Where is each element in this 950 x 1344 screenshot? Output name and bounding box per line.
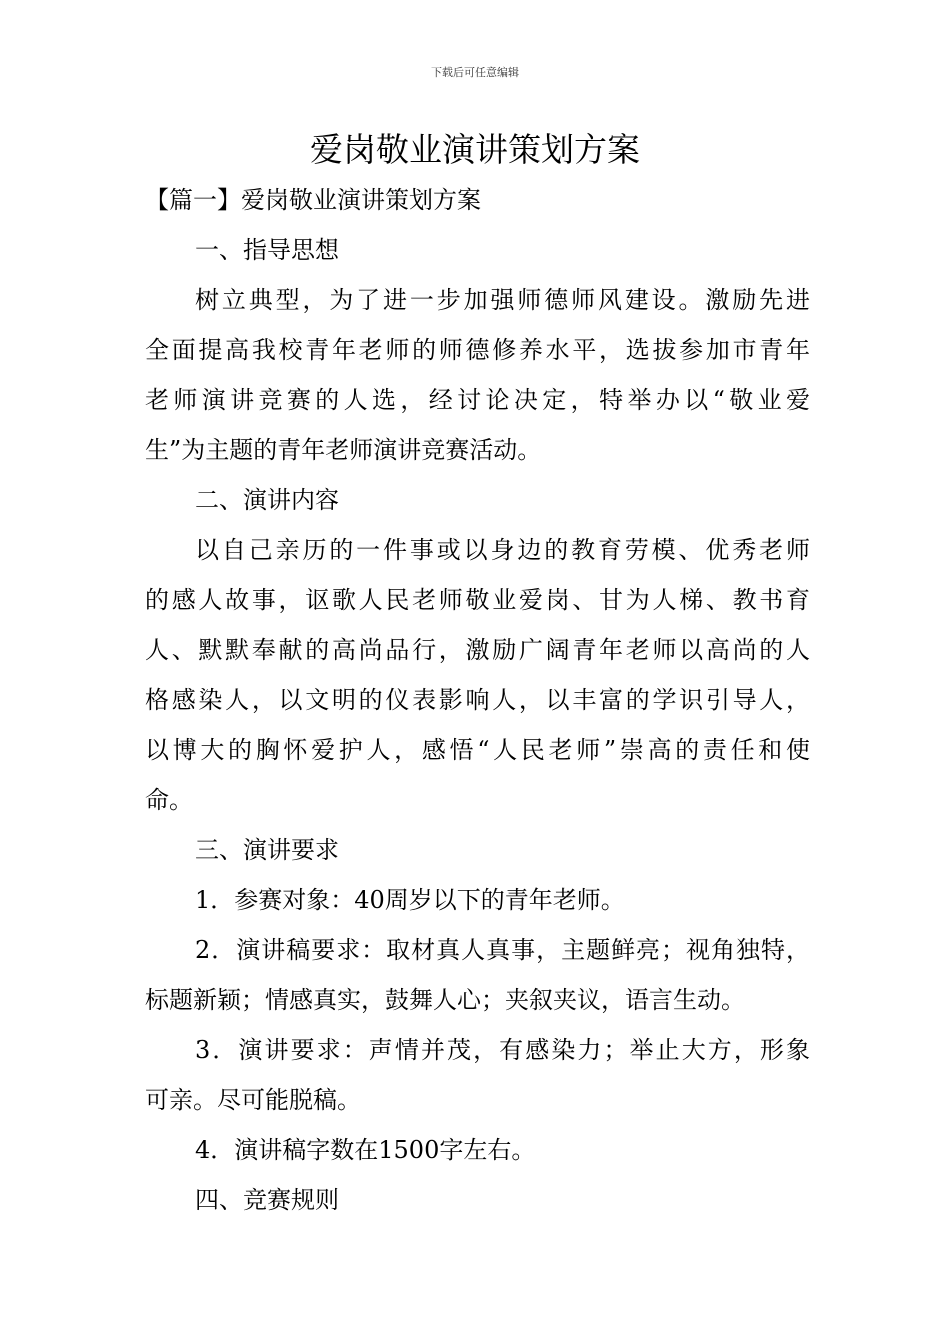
section-heading-speech-content: 二、演讲内容 [195,486,339,514]
section-heading-competition-rules: 四、竞赛规则 [195,1186,339,1214]
header-note: 下载后可任意编辑 [431,66,519,79]
paragraph-line: 以博大的胸怀爱护人，感悟“人民老师”崇高的责任和使 [145,736,810,764]
document-title: 爱岗敬业演讲策划方案 [310,130,640,169]
list-item: 1．参赛对象：40周岁以下的青年老师。 [195,886,625,914]
paragraph-line: 以自己亲历的一件事或以身边的教育劳模、优秀老师 [195,536,810,564]
list-item: 3．演讲要求：声情并茂，有感染力；举止大方，形象 [195,1036,810,1064]
section-heading-speech-requirements: 三、演讲要求 [195,836,339,864]
list-item: 2．演讲稿要求：取材真人真事，主题鲜亮；视角独特， [195,936,810,964]
list-item: 4．演讲稿字数在1500字左右。 [195,1136,536,1164]
section-heading-part-one: 【篇一】爱岗敬业演讲策划方案 [145,186,481,214]
paragraph-line: 的感人故事，讴歌人民老师敬业爱岗、甘为人梯、教书育 [145,586,810,614]
paragraph-line: 格感染人，以文明的仪表影响人，以丰富的学识引导人， [145,686,810,714]
paragraph-line: 树立典型，为了进一步加强师德师风建设。激励先进 [195,286,810,314]
paragraph-line: 人、默默奉献的高尚品行，激励广阔青年老师以高尚的人 [145,636,810,664]
list-item-continuation: 可亲。尽可能脱稿。 [145,1086,361,1114]
paragraph-line: 生”为主题的青年老师演讲竞赛活动。 [145,436,542,464]
paragraph-line: 老师演讲竞赛的人选，经讨论决定，特举办以“敬业爱 [145,386,810,414]
document-body [145,175,810,1225]
section-heading-guiding-ideology: 一、指导思想 [195,236,339,264]
paragraph-line: 全面提高我校青年老师的师德修养水平，选拔参加市青年 [145,336,810,364]
paragraph-line: 命。 [145,786,193,814]
list-item-continuation: 标题新颖；情感真实，鼓舞人心；夹叙夹议，语言生动。 [145,986,745,1014]
